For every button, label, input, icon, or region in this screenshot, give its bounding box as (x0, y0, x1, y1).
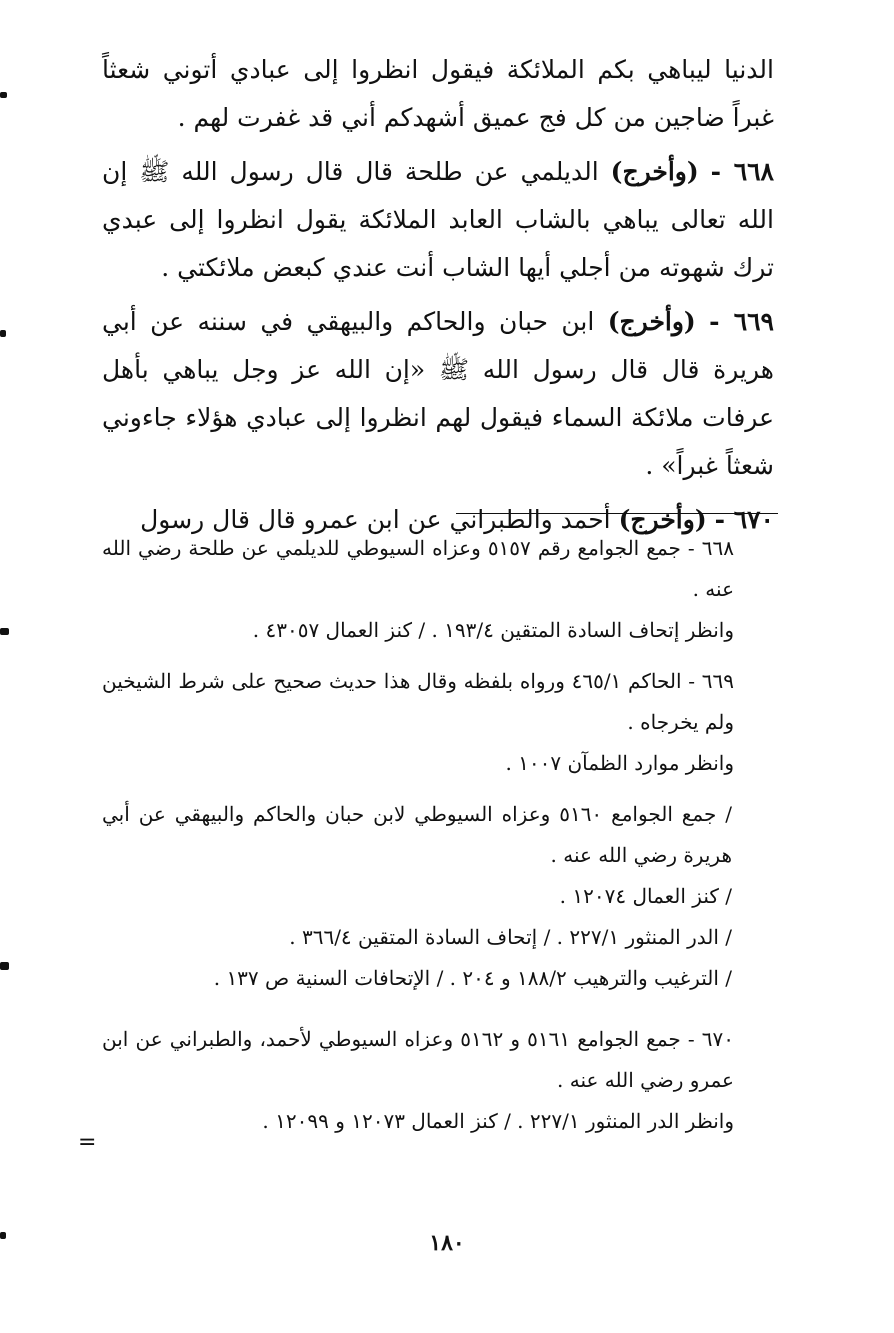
main-text (102, 46, 774, 550)
footnote-line: / الترغيب والترهيب ١٨٨/٢ و ٢٠٤ . / الإتحافات السنية ص ١٣٧ . (213, 966, 732, 990)
footnotes (102, 528, 774, 1142)
paragraph-continuation (102, 46, 774, 142)
footnote-line: / كنز العمال ١٢٠٧٤ . (559, 884, 732, 908)
hadith-number: ٦٧٠ - (714, 505, 774, 534)
paragraph-669 (102, 298, 774, 490)
hadith-number: ٦٦٨ - (710, 157, 774, 186)
hadith-tag: (وأخرج) (607, 307, 696, 336)
hadith-number: ٦٦٩ - (709, 307, 774, 336)
footnote-669: ٦٦٩ - الحاكم ٤٦٥/١ ورواه بلفظه وقال هذا حديث صحيح على شرط الشيخين ولم يخرجاه . (102, 669, 734, 734)
scan-mark (0, 962, 9, 970)
paragraph-668 (102, 148, 774, 292)
footnote-line: وانظر الدر المنثور ٢٢٧/١ . / كنز العمال ١٢٠٧٣ و ١٢٠٩٩ . (262, 1109, 734, 1133)
scan-mark (0, 330, 6, 337)
footnote-line: وانظر موارد الظمآن ١٠٠٧ . (505, 751, 734, 775)
footnote-line: وانظر إتحاف السادة المتقين ١٩٣/٤ . / كنز العمال ٤٣٠٥٧ . (252, 618, 734, 642)
continuation-mark: = (78, 1130, 97, 1155)
footnote-670: ٦٧٠ - جمع الجوامع ٥١٦١ و ٥١٦٢ وعزاه السيوطي لأحمد، والطبراني عن ابن عمرو رضي الله عنه . (102, 1027, 734, 1092)
scan-mark (0, 628, 9, 635)
paragraph-text: الدنيا ليباهي بكم الملائكة فيقول انظروا إلى عبادي أتوني شعثاً غبراً ضاجين من كل فج عميق أشهدكم أني قد غفرت لهم . (102, 55, 774, 132)
footnote-line: / جمع الجوامع ٥١٦٠ وعزاه السيوطي لابن حبان والحاكم والبيهقي عن أبي هريرة رضي الله عنه . (102, 802, 732, 867)
scan-mark (0, 1232, 6, 1239)
hadith-tag: (وأخرج) (618, 505, 707, 534)
paragraph-text: ابن حبان والحاكم والبيهقي في سننه عن أبي هريرة قال قال رسول الله ﷺ «إن الله عز وجل يباهي بأهل عرفات ملائكة السماء فيقول لهم انظروا إلى عبادي هؤلاء جاءوني شعثاً غبراً» . (102, 307, 774, 480)
footnote-line: / الدر المنثور ٢٢٧/١ . / إتحاف السادة المتقين ٣٦٦/٤ . (289, 925, 732, 949)
footnote-divider (456, 513, 778, 514)
footnote-668: ٦٦٨ - جمع الجوامع رقم ٥١٥٧ وعزاه السيوطي للديلمي عن طلحة رضي الله عنه . (102, 536, 734, 601)
scan-mark (0, 92, 7, 98)
page-number: ١٨٠ (429, 1230, 465, 1256)
paragraph-text: الديلمي عن طلحة قال قال رسول الله ﷺ إن الله تعالى يباهي بالشاب العابد الملائكة يقول انظروا إلى عبدي ترك شهوته من أجلي أيها الشاب أنت عندي كبعض ملائكتي . (102, 157, 774, 282)
hadith-tag: (وأخرج) (610, 157, 699, 186)
paragraph-text: أحمد والطبراني عن ابن عمرو قال قال رسول (140, 505, 611, 534)
